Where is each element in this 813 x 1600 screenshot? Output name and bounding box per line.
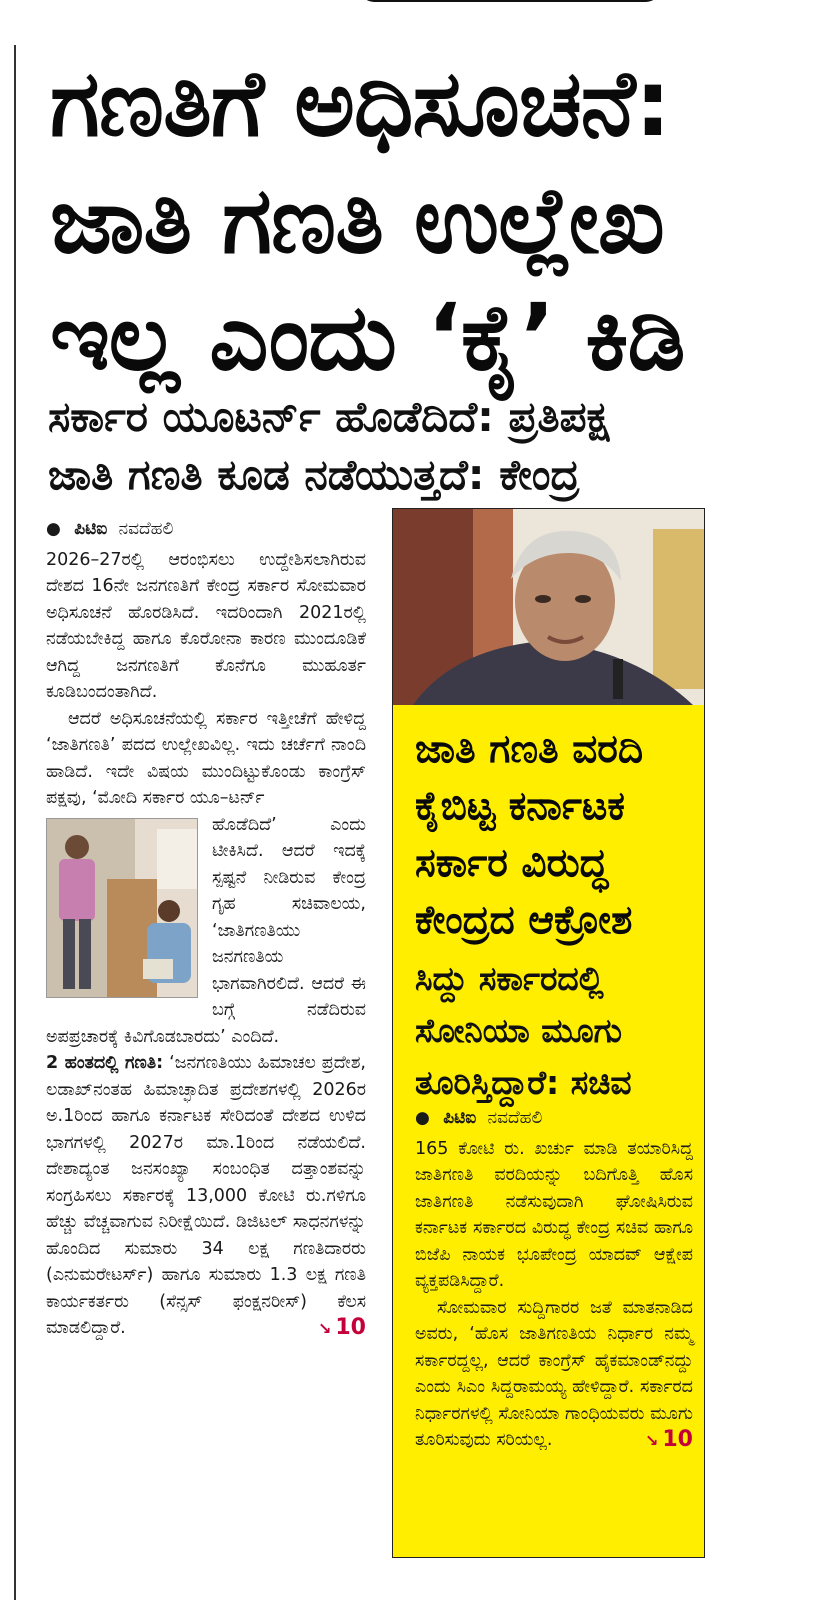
arrow-icon: ↘	[644, 1431, 659, 1450]
subheadline	[48, 388, 748, 504]
headline-line-2: ಜಾತಿ ಗಣತಿ ಉಲ್ಲೇಖ	[50, 167, 664, 274]
left-inline-subhead: 2 ಹಂತದಲ್ಲಿ ಗಣತಿ:	[46, 1053, 164, 1073]
right-headline-line-2: ಕೈಬಿಟ್ಟ ಕರ್ನಾಟಕ	[415, 784, 625, 829]
right-continued-page: 10	[662, 1427, 693, 1452]
byline-agency: ಪಿಟಿಐ	[74, 519, 108, 539]
byline-place: ನವದೆಹಲಿ	[118, 519, 174, 539]
left-paragraph-3: ‘ಜನಗಣತಿಯು ಹಿಮಾಚಲ ಪ್ರದೇಶ, ಲಡಾಖ್‌ನಂತಹ ಹಿಮಾಚ್ಛಾದಿತ ಪ್ರದೇಶಗಳಲ್ಲಿ 2026ರ ಅ.1ರಿಂದ ಹಾಗೂ ಕರ್ನಾಟಕ ಸೇರಿದಂತೆ ದೇಶದ ಉಳಿದ ಭಾಗಗಳಲ್ಲಿ 2027ರ ಮಾ.1ರಿಂದ ನಡೆಯಲಿದೆ. ದೇಶಾದ್ಯಂತ ಜನಸಂಖ್ಯಾ ಸಂಬಂಧಿತ ದತ್ತಾಂಶವನ್ನು ಸಂಗ್ರಹಿಸಲು ಸರ್ಕಾರಕ್ಕೆ 13,000 ಕೋಟಿ ರು.ಗಳಿಗೂ ಹೆಚ್ಚು ವೆಚ್ಚವಾಗುವ ನಿರೀಕ್ಷೆಯಿದೆ. ಡಿಜಿಟಲ್ ಸಾಧನಗಳನ್ನು ಹೊಂದಿದ ಸುಮಾರು 34 ಲಕ್ಷ ಗಣತಿದಾರರು (ಎನುಮರೇಟರ್ಸ್) ಹಾಗೂ ಸುಮಾರು 1.3 ಲಕ್ಷ ಗಣತಿ ಕಾರ್ಯಕರ್ತರು (ಸೆನ್ಸಸ್ ಫಂಕ್ಷನರೀಸ್) ಕೆಲಸ ಮಾಡಲಿದ್ದಾರೆ.	[46, 1053, 366, 1338]
right-headline-line-4: ಕೇಂದ್ರದ ಆಕ್ರೋಶ	[415, 898, 633, 943]
right-subheadline	[415, 953, 700, 1109]
right-subhead-line-3: ತೂರಿಸ್ತಿದ್ದಾರೆ: ಸಚಿವ	[415, 1063, 632, 1102]
left-paragraph-2a: ಆದರೆ ಅಧಿಸೂಚನೆಯಲ್ಲಿ ಸರ್ಕಾರ ಇತ್ತೀಚೆಗೆ ಹೇಳಿದ್ದ ‘ಜಾತಿಗಣತಿ’ ಪದದ ಉಲ್ಲೇಖವಿಲ್ಲ. ಇದು ಚರ್ಚೆಗೆ ನಾಂದಿ ಹಾಡಿದೆ. ಇದೇ ವಿಷಯ ಮುಂದಿಟ್ಟುಕೊಂಡು ಕಾಂಗ್ರೆಸ್ ಪಕ್ಷವು, ‘ಮೋದಿ ಸರ್ಕಾರ ಯೂ–ಟರ್ನ್	[46, 708, 366, 808]
right-paragraph-1: 165 ಕೋಟಿ ರು. ಖರ್ಚು ಮಾಡಿ ತಯಾರಿಸಿದ್ದ ಜಾತಿಗಣತಿ ವರದಿಯನ್ನು ಬದಿಗೊತ್ತಿ ಹೊಸ ಜಾತಿಗಣತಿ ನಡೆಸುವುದಾಗಿ ಘೋಷಿಸಿರುವ ಕರ್ನಾಟಕ ಸರ್ಕಾರದ ವಿರುದ್ಧ ಕೇಂದ್ರ ಸಚಿವ ಹಾಗೂ ಬಿಜೆಪಿ ನಾಯಕ ಭೂಪೇಂದ್ರ ಯಾದವ್ ಆಕ್ಷೇಪ ವ್ಯಕ್ತಪಡಿಸಿದ್ದಾರೆ.	[415, 1138, 693, 1291]
right-headline-line-3: ಸರ್ಕಾರ ವಿರುದ್ಧ	[415, 841, 608, 886]
byline-place: ನವದೆಹಲಿ	[487, 1108, 543, 1128]
main-headline	[50, 45, 740, 396]
subhead-line-2: ಜಾತಿ ಗಣತಿ ಕೂಡ ನಡೆಯುತ್ತದೆ: ಕೇಂದ್ರ	[48, 450, 580, 499]
masthead-edge	[360, 0, 660, 2]
right-byline	[415, 1105, 693, 1132]
right-paragraph-2: ಸೋಮವಾರ ಸುದ್ದಿಗಾರರ ಜತೆ ಮಾತನಾಡಿದ ಅವರು, ‘ಹೊಸ ಜಾತಿಗಣತಿಯ ನಿರ್ಧಾರ ನಮ್ಮ ಸರ್ಕಾರದ್ದಲ್ಲ, ಆದರೆ ಕಾಂಗ್ರೆಸ್ ಹೈಕಮಾಂಡ್‌ನದ್ದು ಎಂದು ಸಿಎಂ ಸಿದ್ದರಾಮಯ್ಯ ಹೇಳಿದ್ದಾರೆ. ಸರ್ಕಾರದ ನಿರ್ಧಾರಗಳಲ್ಲಿ ಸೋನಿಯಾ ಗಾಂಧಿಯವರು ಮೂಗು ತೂರಿಸುವುದು ಸರಿಯಲ್ಲ.	[415, 1297, 693, 1450]
minister-photo-image	[393, 509, 704, 705]
left-continued-marker[interactable]	[318, 1315, 366, 1343]
left-paragraph-2b: ಹೊಡೆದಿದೆ’ ಎಂದು ಟೀಕಿಸಿದೆ. ಆದರೆ ಇದಕ್ಕೆ ಸ್ಪಷ್ಟನೆ ನೀಡಿರುವ ಕೇಂದ್ರ ಗೃಹ ಸಚಿವಾಲಯ, ‘ಜಾತಿಗಣತಿಯು ಜನಗಣತಿಯ ಭಾಗವಾಗಿರಲಿದೆ. ಆದರೆ ಈ ಬಗ್ಗೆ ನಡೆದಿರುವ ಅಪಪ್ರಚಾರಕ್ಕೆ ಕಿವಿಗೊಡಬಾರದು’ ಎಂದಿದೆ.	[46, 814, 366, 1047]
right-headline-line-1: ಜಾತಿ ಗಣತಿ ವರದಿ	[415, 727, 644, 772]
census-workers-photo	[46, 818, 198, 998]
right-headline	[415, 721, 700, 949]
left-paragraph-1: 2026–27ರಲ್ಲಿ ಆರಂಭಿಸಲು ಉದ್ದೇಶಿಸಲಾಗಿರುವ ದೇಶದ 16ನೇ ಜನಗಣತಿಗೆ ಕೇಂದ್ರ ಸರ್ಕಾರ ಸೋಮವಾರ ಅಧಿಸೂಚನೆ ಹೊರಡಿಸಿದೆ. ಇದರಿಂದಾಗಿ 2021ರಲ್ಲಿ ನಡೆಯಬೇಕಿದ್ದ ಹಾಗೂ ಕೊರೋನಾ ಕಾರಣ ಮುಂದೂಡಿಕೆ ಆಗಿದ್ದ ಜನಗಣತಿಗೆ ಕೊನೆಗೂ ಮುಹೂರ್ತ ಕೂಡಿಬಂದಂತಾಗಿದೆ.	[46, 549, 366, 702]
right-story-box	[392, 508, 705, 1558]
arrow-icon: ↘	[317, 1319, 332, 1338]
headline-line-3: ಇಲ್ಲ ಎಂದು ‘ಕೈ’ ಕಿಡಿ	[50, 284, 685, 391]
right-continued-marker[interactable]	[623, 1427, 693, 1455]
yellow-story-panel	[393, 705, 704, 1557]
census-photo-image	[47, 819, 197, 997]
subhead-line-1: ಸರ್ಕಾರ ಯೂಟರ್ನ್ ಹೊಡೆದಿದೆ: ಪ್ರತಿಪಕ್ಷ	[48, 392, 610, 441]
column-rule	[14, 45, 16, 1600]
right-subhead-line-2: ಸೋನಿಯಾ ಮೂಗು	[415, 1011, 623, 1050]
left-story-column	[46, 516, 366, 1343]
left-byline	[46, 516, 366, 543]
byline-bullet: ●	[415, 1108, 430, 1128]
left-continued-page: 10	[335, 1315, 366, 1340]
byline-agency: ಪಿಟಿಐ	[443, 1108, 477, 1128]
minister-photo	[393, 509, 704, 705]
headline-line-1: ಗಣತಿಗೆ ಅಧಿಸೂಚನೆ:	[50, 50, 671, 157]
right-subhead-line-1: ಸಿದ್ದು ಸರ್ಕಾರದಲ್ಲಿ	[415, 959, 604, 998]
right-story-body	[415, 1105, 693, 1455]
byline-bullet: ●	[46, 519, 61, 539]
